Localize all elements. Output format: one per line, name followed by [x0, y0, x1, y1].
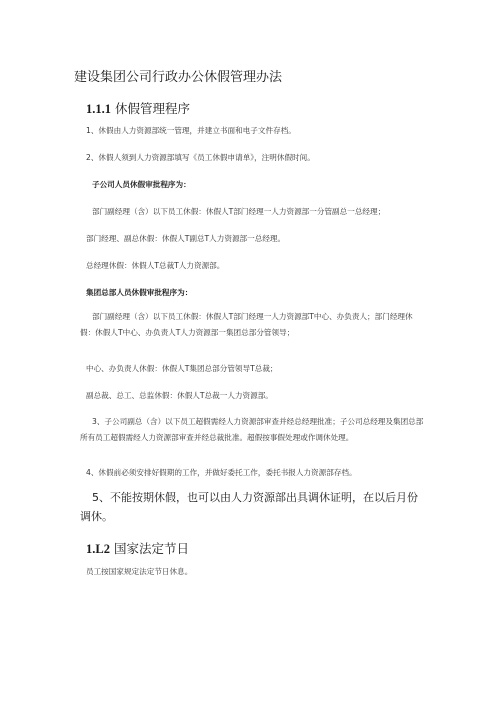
section-title: 休假管理程序	[114, 101, 190, 116]
sub-company-item-1: 部门副经理（含）以下员工休假：休假人T部门经理一人力资源部一分管副总一总经理；	[92, 207, 386, 216]
hq-item-3: 副总裁、总工、总监休假：休假人T总裁一人力资源部。	[86, 391, 273, 400]
sub-company-heading: 子公司人员休假审批程序为：	[92, 180, 191, 189]
document-title: 建设集团公司行政办公休假管理办法	[74, 70, 283, 85]
section-title: 国家法定节日	[113, 541, 189, 556]
sub-company-item-3: 总经理休假：休假人T总裁T人力资源部。	[86, 261, 225, 270]
section-number: 1.1.1	[86, 102, 111, 116]
hq-heading: 集团总部人员休假审批程序为：	[86, 288, 193, 297]
section-heading-1	[86, 99, 190, 117]
paragraph-5: 5、不能按期休假，也可以由人力资源部出具调休证明，在以后月份调休。	[80, 491, 418, 523]
sub-company-item-2: 部门经理、副总休假：休假人T副总T人力资源部一总经理。	[86, 234, 286, 243]
hq-item-2: 中心、办负责人休假：休假人T集团总部分管领导T总裁；	[86, 364, 278, 373]
paragraph-4: 4、休假前必须安排好假期的工作，并做好委托工作，委托书报人力资源部存档。	[86, 468, 357, 477]
hq-item-1: 部门副经理（含）以下员工休假：休假人T部门经理一人力资源部T中心、办负责人；部门经理休假：休假人T中心、办负责人T人力资源部一集团总部分管领导；	[80, 312, 413, 337]
paragraph-2: 2、休假人须到人力资源部填写《员工休假申请单》，注明休假时间。	[86, 153, 315, 162]
paragraph-6: 员工按国家规定法定节日休息。	[86, 567, 193, 576]
section-number: 1.L2	[86, 542, 110, 556]
paragraph-1: 1、休假由人力资源部统一管理，并建立书面和电子文件存档。	[86, 126, 296, 135]
paragraph-3: 3、子公司副总（含）以下员工超假需经人力资源部审查并经总经理批准；子公司总经理及集团总部所有员工超假需经人力资源部审查并经总裁批准。超假按事假处理或作调休处理。	[80, 417, 424, 442]
section-heading-2	[86, 539, 189, 557]
